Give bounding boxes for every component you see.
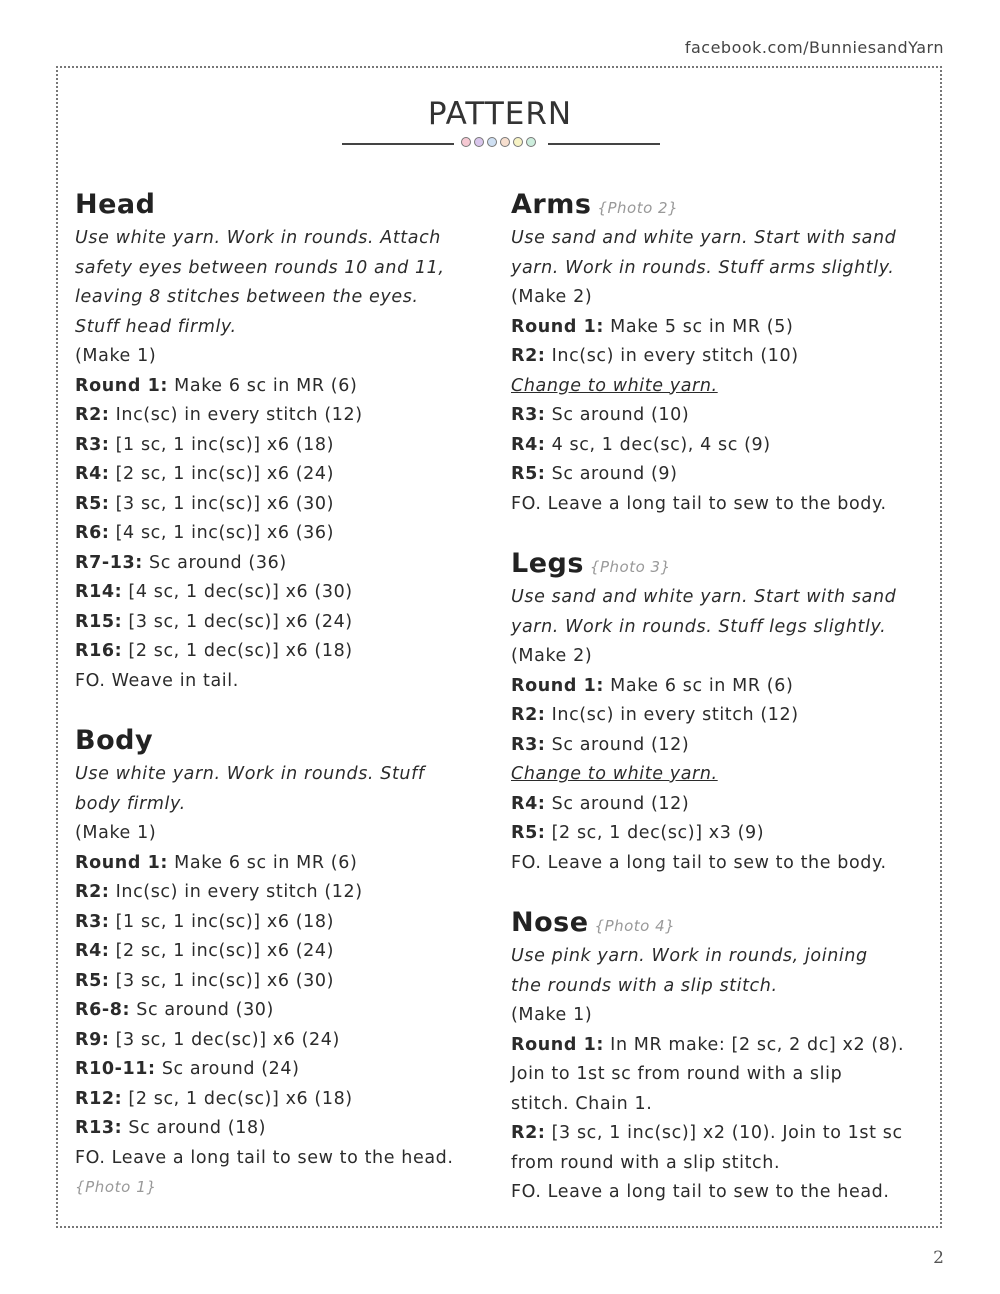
legs-section [511,545,931,878]
row-label: R5: [511,823,546,843]
row-text: Make 6 sc in MR (6) [168,852,358,873]
body-row [75,996,495,1026]
body-row [75,878,495,908]
arms-row [511,342,931,372]
head-intro-line: Use white yarn. Work in rounds. Attach [75,228,441,248]
row-text: Sc around (12) [545,793,690,814]
legs-heading-row [511,545,931,583]
row-label: R2: [511,1123,546,1143]
legs-row [511,731,931,761]
nose-intro-line: the rounds with a slip stitch. [511,975,778,996]
row-label: R16: [75,641,123,661]
row-text: Make 6 sc in MR (6) [604,675,794,696]
head-row [75,372,495,402]
body-row [75,967,495,997]
row-text: Sc around (12) [545,734,690,755]
legs-intro-line: Use sand and white yarn. Start with sand [511,587,897,607]
row-label: R13: [75,1118,123,1138]
legs-row [511,672,931,702]
arms-heading: Arms [511,189,592,220]
nose-intro-line: Use pink yarn. Work in rounds, joining [511,946,868,966]
head-row [75,431,495,461]
arms-heading-row [511,186,931,224]
row-text: Make 6 sc in MR (6) [168,375,358,396]
row-label: R4: [511,434,546,455]
row-label: R6-8: [75,1000,131,1020]
row-text: [2 sc, 1 dec(sc)] x3 (9) [545,823,765,843]
row-label: R2: [75,405,110,425]
row-label: R14: [75,582,123,602]
ornament-dot [500,137,510,147]
row-text: Sc around (18) [122,1118,267,1138]
row-text: [2 sc, 1 inc(sc)] x6 (24) [109,941,335,961]
nose-row [511,1119,931,1149]
arms-section [511,186,931,519]
row-label: R5: [75,970,110,991]
head-row [75,490,495,520]
row-text: Sc around (10) [545,405,690,425]
head-row [75,608,495,638]
arms-fo: FO. Leave a long tail to sew to the body. [511,493,887,514]
body-make: (Make 1) [75,823,157,843]
legs-fo: FO. Leave a long tail to sew to the body. [511,852,887,873]
head-row [75,519,495,549]
ornament-line-left [342,143,454,145]
arms-intro-line: yarn. Work in rounds. Stuff arms slightly. [511,257,895,278]
ornament-line-right [548,143,660,145]
row-label: R5: [75,493,110,514]
row-label: R4: [75,941,110,961]
row-text: [2 sc, 1 inc(sc)] x6 (24) [109,464,335,484]
row-label: R3: [75,434,110,455]
row-label: Round 1: [75,375,169,396]
head-heading: Head [75,189,156,220]
row-label: R3: [511,405,546,425]
arms-row [511,431,931,461]
body-intro-line: Use white yarn. Work in rounds. Stuff [75,764,425,784]
row-text: Make 5 sc in MR (5) [604,316,794,337]
ornament-dot [487,137,497,147]
body-row [75,1085,495,1115]
nose-row-continued: stitch. Chain 1. [511,1093,653,1114]
head-make: (Make 1) [75,346,157,366]
row-text: [4 sc, 1 dec(sc)] x6 (30) [122,582,353,602]
row-label: R3: [75,911,110,932]
nose-fo: FO. Leave a long tail to sew to the head. [511,1182,890,1202]
row-text: Inc(sc) in every stitch (12) [545,705,799,725]
arms-make: (Make 2) [511,287,593,307]
head-intro-line: leaving 8 stitches between the eyes. [75,287,419,307]
row-label: R6: [75,523,110,543]
row-label: Round 1: [75,852,169,873]
head-section [75,186,495,696]
row-text: [2 sc, 1 dec(sc)] x6 (18) [122,641,353,661]
head-row [75,460,495,490]
head-row [75,401,495,431]
head-row [75,637,495,667]
legs-intro-line: yarn. Work in rounds. Stuff legs slightly. [511,616,887,637]
arms-row [511,401,931,431]
head-row [75,549,495,579]
nose-photo-ref: {Photo 4} [594,917,676,935]
nose-row-continued: Join to 1st sc from round with a slip [511,1064,843,1084]
body-row [75,937,495,967]
legs-heading: Legs [511,548,584,579]
row-label: R15: [75,611,123,632]
row-text: [1 sc, 1 inc(sc)] x6 (18) [109,434,335,455]
row-label: R10-11: [75,1059,156,1079]
legs-make: (Make 2) [511,646,593,666]
legs-color-change: Change to white yarn. [511,764,718,784]
row-label: R9: [75,1029,110,1050]
row-text: Inc(sc) in every stitch (12) [109,405,363,425]
legs-row [511,819,931,849]
row-text: Sc around (9) [545,464,678,484]
right-column [511,186,931,1208]
row-text: [3 sc, 1 dec(sc)] x6 (24) [109,1029,340,1050]
row-text: [3 sc, 1 inc(sc)] x2 (10). Join to 1st sc [545,1123,903,1143]
facebook-url: facebook.com/BunniesandYarn [684,38,944,57]
head-intro-line: Stuff head firmly. [75,316,237,337]
nose-section [511,904,931,1208]
page-title: PATTERN [427,96,573,132]
ornament-dot [513,137,523,147]
nose-make: (Make 1) [511,1005,593,1025]
left-column [75,186,495,1203]
row-text: Sc around (36) [142,552,287,573]
body-row [75,1055,495,1085]
head-fo: FO. Weave in tail. [75,670,239,691]
row-label: Round 1: [511,675,605,696]
legs-row [511,701,931,731]
row-label: R4: [511,793,546,814]
row-label: R3: [511,734,546,755]
row-label: R2: [511,346,546,366]
body-fo: FO. Leave a long tail to sew to the head. [75,1147,454,1168]
legs-row [511,790,931,820]
row-text: Inc(sc) in every stitch (12) [109,882,363,902]
ornament-dot [474,137,484,147]
ornament-dot [461,137,471,147]
row-text: 4 sc, 1 dec(sc), 4 sc (9) [545,434,771,455]
row-text: Sc around (24) [155,1059,300,1079]
arms-photo-ref: {Photo 2} [597,199,679,217]
arms-row [511,460,931,490]
row-label: Round 1: [511,316,605,337]
row-label: R7-13: [75,552,143,573]
body-intro-line: body firmly. [75,793,186,814]
arms-intro-line: Use sand and white yarn. Start with sand [511,228,897,248]
body-photo-caption: {Photo 1} [75,1178,157,1196]
body-row [75,1114,495,1144]
row-text: In MR make: [2 sc, 2 dc] x2 (8). [604,1034,905,1055]
row-text: [2 sc, 1 dec(sc)] x6 (18) [122,1088,353,1109]
arms-color-change: Change to white yarn. [511,375,718,396]
row-label: Round 1: [511,1034,605,1055]
body-row [75,908,495,938]
row-text: [3 sc, 1 dec(sc)] x6 (24) [122,611,353,632]
row-text: Inc(sc) in every stitch (10) [545,346,799,366]
body-section [75,722,495,1203]
row-text: [3 sc, 1 inc(sc)] x6 (30) [109,970,335,991]
row-label: R4: [75,464,110,484]
body-heading: Body [75,725,154,756]
arms-row [511,313,931,343]
nose-heading-row [511,904,931,942]
nose-heading: Nose [511,907,589,938]
row-text: [4 sc, 1 inc(sc)] x6 (36) [109,523,335,543]
row-label: R2: [75,882,110,902]
row-text: [1 sc, 1 inc(sc)] x6 (18) [109,911,335,932]
legs-photo-ref: {Photo 3} [589,558,671,576]
body-row [75,849,495,879]
page-number: 2 [933,1248,944,1268]
nose-row-continued: from round with a slip stitch. [511,1152,781,1173]
body-row [75,1026,495,1056]
row-text: Sc around (30) [130,1000,274,1020]
ornament-dot [526,137,536,147]
row-label: R12: [75,1088,123,1109]
head-intro-line: safety eyes between rounds 10 and 11, [75,257,445,278]
row-label: R2: [511,705,546,725]
head-row [75,578,495,608]
title-ornament [0,135,1000,153]
row-text: [3 sc, 1 inc(sc)] x6 (30) [109,493,335,514]
nose-row [511,1031,931,1061]
row-label: R5: [511,464,546,484]
